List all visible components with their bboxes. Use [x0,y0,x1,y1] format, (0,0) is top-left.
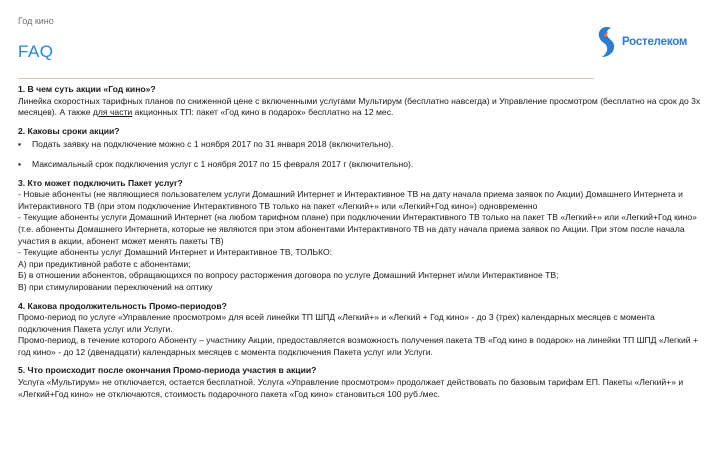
answer-3-line: - Новые абоненты (не являющиеся пользователем услуги Домашний Интернет и Интерактивное ТВ на дату начала приема заявок по Акции) Домашнего Интернета и Интерактивного ТВ (при этом подключение Интерактивного ТВ только на пакет «Легкий+» или «Легкий+Год кино») одновременно [18,189,683,211]
bullet-marker: ▪ [18,158,22,169]
rostelecom-logo-icon [595,24,619,60]
bullet-item [18,139,708,151]
answer-3-line: - Текущие абоненты услуги Домашний Интернет (на любом тарифном плане) при подключении Интерактивного ТВ только на пакет ТВ «Легкий+» или «Легкий+Год кино» (т.е. абоненты Домашнего Интернета, которые не являются при этом абонентами Интерактивного ТВ на дату начала приема заявок по Акции. При этом после начала участия в акции, абонент может менять пакеты ТВ) [18,212,697,246]
answer-1-part-a: Линейка скоростных тарифных планов по сниженной цене с включенными услугами Мультирум (бесплатно навсегда) и Управление просмотром (бесплатно на срок до 3х месяцев). А также [18,95,701,118]
answer-3-line: А) при предиктивной работе с абонентами; [18,258,191,269]
title-divider [18,78,594,79]
top-label: Год кино [18,16,54,26]
bullet-marker: ▪ [18,139,22,150]
rostelecom-logo [595,24,713,60]
bullet-text: Подать заявку на подключение можно с 1 ноября 2017 по 31 января 2018 (включительно). [32,139,394,150]
bullet-text: Максимальный срок подключения услуг с 1 ноября 2017 по 15 февраля 2017 г (включительно). [32,158,414,169]
answer-5-line: Услуга «Мультирум» не отключается, остается бесплатной. Услуга «Управление просмотром» продолжает действовать по базовым тарифам ЕП. Пакеты «Легкий+» и «Легкий+Год кино» не отключаются, стоимость подарочного пакета «Год кино» становиться 100 руб./мес. [18,377,684,399]
answer-1-part-b: акционных ТП: пакет «Год кино в подарок» бесплатно на 12 мес. [132,107,394,118]
faq-item-1 [18,84,708,119]
answer-4-line: Промо-период по услуге «Управление просмотром» для всей линейки ТП ШПД «Легкий+» и «Легкий + Год кино» - до 3 (трех) календарных месяцев с момента подключения Пакета услуг или Услуги. [18,312,655,334]
question-4: 4. Какова продолжительность Промо-периодов? [18,300,227,311]
question-5: 5. Что происходит после окончания Промо-периода участия в акции? [18,365,317,376]
bullet-item [18,159,708,171]
answer-3-line: - Текущие абоненты услуг Домашний Интернет и Интерактивное ТВ, ТОЛЬКО: [18,247,333,258]
answer-1-underlined: для части [92,107,133,118]
answer-4-line: Промо-период, в течение которого Абоненту – участнику Акции, предоставляется возможность получения пакета ТВ «Год кино в подарок» на линейки ТП ШПД «Легкий + год кино» - до 12 (двенадцати) календарных месяцев с момента подключения Пакета услуг или Услуги. [18,335,698,357]
faq-content [18,84,708,407]
faq-item-4 [18,301,708,359]
faq-item-3 [18,178,708,294]
answer-3-line: Б) в отношении абонентов, обращающихся по вопросу расторжения договора по услуге Домашний Интернет и/или Интерактивное ТВ; [18,270,559,281]
faq-item-2 [18,126,708,171]
question-3: 3. Кто может подключить Пакет услуг? [18,177,183,188]
faq-item-5 [18,365,708,400]
answer-1 [18,96,708,119]
question-1: 1. В чем суть акции «Год кино»? [18,84,156,94]
page-title: FAQ [18,42,54,61]
logo-text: Ростелеком [622,36,688,48]
question-2: 2. Каковы сроки акции? [18,125,120,136]
answer-3-line: В) при стимулировании переключений на оптику [18,281,213,292]
